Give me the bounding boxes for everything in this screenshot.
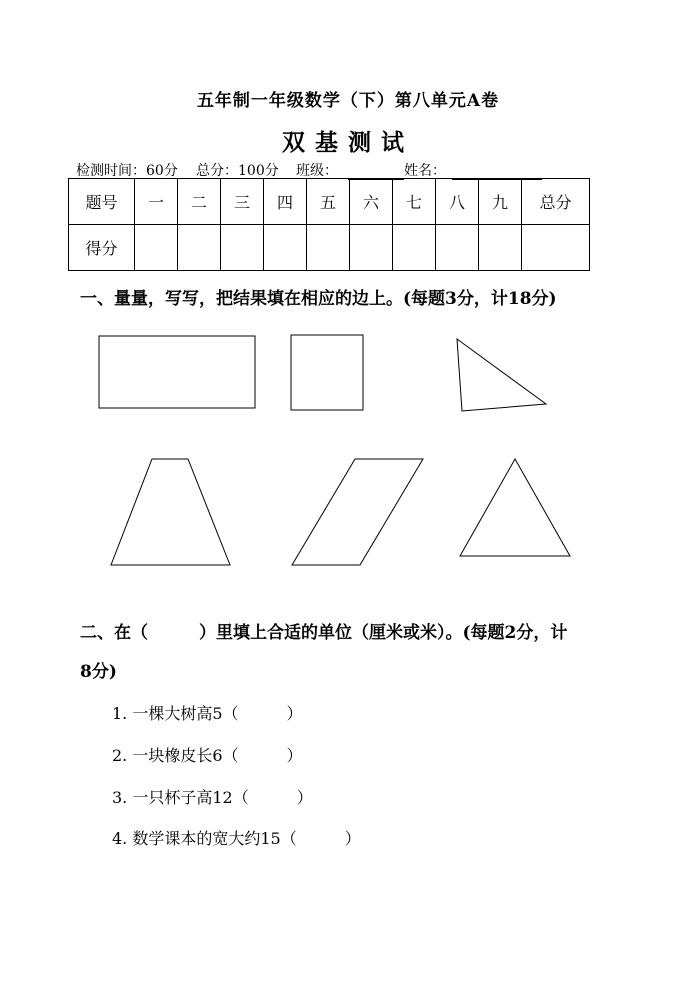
score-col-7: 七 [393, 179, 436, 225]
score-col-9: 九 [479, 179, 522, 225]
time-label: 检测时间：60分 [76, 163, 178, 179]
page-subtitle: 五年制一年级数学（下）第八单元A卷 [196, 91, 500, 111]
fill-item[interactable]: 1. 一棵大树高5（ ） [112, 704, 303, 723]
score-col-5: 五 [307, 179, 350, 225]
score-col-3: 三 [221, 179, 264, 225]
fill-item[interactable]: 3. 一只杯子高12（ ） [112, 788, 313, 807]
fill-item[interactable]: 2. 一块橡皮长6（ ） [112, 746, 303, 765]
trapezoid-icon [111, 459, 230, 565]
triangle-icon [460, 459, 570, 556]
score-table-header-label: 题号 [69, 179, 135, 225]
right-triangle-icon [457, 339, 546, 411]
square-icon [291, 335, 363, 410]
score-col-6: 六 [350, 179, 393, 225]
rectangle-icon [99, 336, 255, 408]
parallelogram-icon [292, 459, 423, 565]
score-col-4: 四 [264, 179, 307, 225]
score-col-1: 一 [135, 179, 178, 225]
total-label: 总分：100分 [196, 163, 279, 179]
class-label: 班级： [296, 163, 338, 179]
score-col-total: 总分 [522, 179, 590, 225]
section2-title-line1: 二、在（ ）里填上合适的单位（厘米或米）。(每题2分，计 [80, 623, 568, 643]
score-col-2: 二 [178, 179, 221, 225]
score-col-8: 八 [436, 179, 479, 225]
section1-title: 一、量量，写写，把结果填在相应的边上。(每题3分，计18分) [80, 289, 557, 309]
name-label: 姓名： [404, 163, 446, 179]
score-table-row-label: 得分 [69, 225, 135, 271]
page-title: 双基测试 [282, 129, 414, 156]
section2-title-line2: 8分) [80, 662, 117, 682]
fill-item[interactable]: 4. 数学课本的宽大约15（ ） [112, 829, 361, 848]
